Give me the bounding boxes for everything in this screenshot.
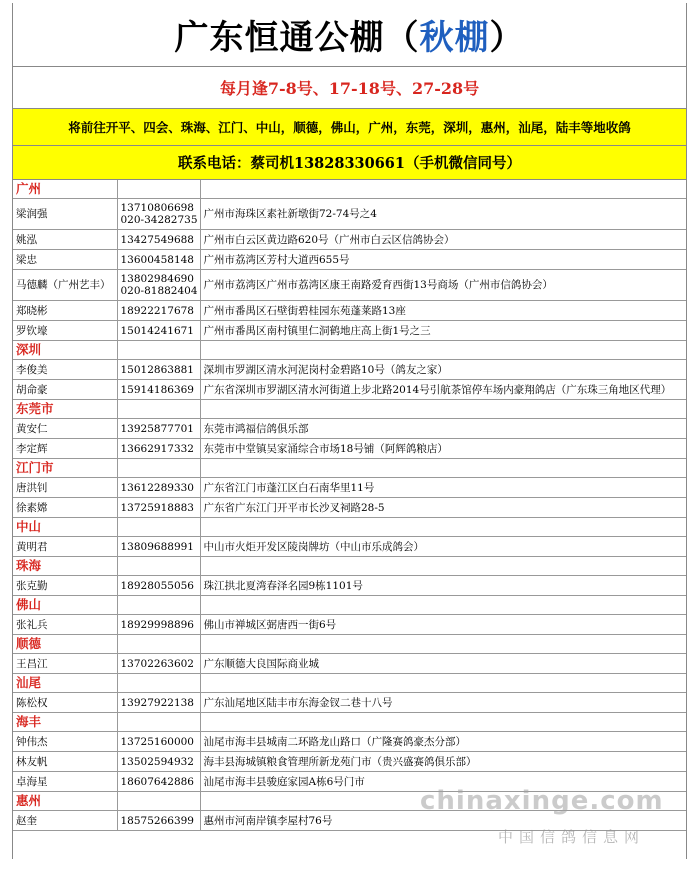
phone-number: 13600458148 <box>120 253 194 266</box>
phone-number: 18929998896 <box>120 618 194 631</box>
phone-number: 18607642886 <box>120 775 194 788</box>
region-label: 江门市 <box>13 459 117 478</box>
region-row <box>13 400 686 419</box>
contact-phone-cell <box>117 615 200 635</box>
table-row <box>13 498 686 518</box>
contact-phone-cell <box>117 270 200 301</box>
table-row <box>13 732 686 752</box>
region-row <box>13 459 686 478</box>
contact-address: 东莞市中堂镇吴家涌综合市场18号铺（阿辉鸽粮店） <box>200 439 686 459</box>
region-row <box>13 674 686 693</box>
contact-name: 梁忠 <box>13 250 117 270</box>
contact-address: 深圳市罗湖区清水河泥岗村金碧路10号（鸽友之家） <box>200 360 686 380</box>
contact-address: 广东省深圳市罗湖区清水河街道上步北路2014号引航茶馆停车场内豪翔鸽店（广东珠三角地区代理） <box>200 380 686 400</box>
phone-number: 13925877701 <box>120 422 194 435</box>
contact-phone-cell <box>117 380 200 400</box>
table-row <box>13 615 686 635</box>
region-label: 中山 <box>13 518 117 537</box>
contact-address: 汕尾市海丰县城南二环路龙山路口（广隆赛鸽豪杰分部） <box>200 732 686 752</box>
contact-phone-cell <box>117 537 200 557</box>
contact-name: 郑晓彬 <box>13 301 117 321</box>
region-label: 广州 <box>13 180 117 199</box>
contact-phone-cell <box>117 752 200 772</box>
contact-name: 马德麟（广州艺丰） <box>13 270 117 301</box>
contact-phone-cell <box>117 693 200 713</box>
table-row <box>13 419 686 439</box>
contact-name: 张克勤 <box>13 576 117 596</box>
contact-name: 李定辉 <box>13 439 117 459</box>
table-row <box>13 199 686 230</box>
region-row <box>13 596 686 615</box>
region-row <box>13 518 686 537</box>
contact-name: 钟伟杰 <box>13 732 117 752</box>
contact-name: 李俊美 <box>13 360 117 380</box>
region-label: 汕尾 <box>13 674 117 693</box>
contact-address: 广州市荔湾区芳村大道西655号 <box>200 250 686 270</box>
table-row <box>13 693 686 713</box>
phone-number-secondary: 020-81882404 <box>120 285 198 297</box>
contact-address: 珠江拱北夏湾春泽名园9栋1101号 <box>200 576 686 596</box>
table-row <box>13 301 686 321</box>
region-label: 顺德 <box>13 635 117 654</box>
table-row <box>13 537 686 557</box>
phone-number: 13702263602 <box>120 657 194 670</box>
contact-name: 姚泓 <box>13 230 117 250</box>
phone-number: 18575266399 <box>120 814 194 827</box>
table-row <box>13 576 686 596</box>
region-row <box>13 557 686 576</box>
contact-name: 黄明君 <box>13 537 117 557</box>
contact-address: 广东省广东江门开平市长沙叉祠路28-5 <box>200 498 686 518</box>
title-highlight: 秋棚 <box>419 18 490 58</box>
contact-phone-cell <box>117 478 200 498</box>
contact-address: 广州市海珠区素社新墩街72-74号之4 <box>200 199 686 230</box>
contact-phone-cell <box>117 576 200 596</box>
contact-address: 广东顺德大良国际商业城 <box>200 654 686 674</box>
phone-number: 13710806698 <box>120 202 194 214</box>
region-label: 惠州 <box>13 792 117 811</box>
contact-phone-cell <box>117 654 200 674</box>
collection-dates: 每月逢7-8号、17-18号、27-28号 <box>13 67 686 109</box>
phone-number-secondary: 020-34282735 <box>120 214 198 226</box>
contact-address: 海丰县海城镇粮食管理所新龙苑门市（贵兴盛赛鸽俱乐部） <box>200 752 686 772</box>
contact-phone-cell <box>117 811 200 831</box>
contact-address: 佛山市禅城区弼唐西一街6号 <box>200 615 686 635</box>
phone-number: 13809688991 <box>120 540 194 553</box>
table-row <box>13 654 686 674</box>
contact-address: 广东汕尾地区陆丰市东海金钗二巷十八号 <box>200 693 686 713</box>
watermark-site: 中国信鸽信息网 <box>498 828 646 846</box>
contact-phone: 联系电话：蔡司机13828330661（手机微信同号） <box>13 146 686 180</box>
region-label: 深圳 <box>13 341 117 360</box>
table-row <box>13 439 686 459</box>
region-row <box>13 713 686 732</box>
contact-address: 中山市火炬开发区陵岗牌坊（中山市乐成鸽会） <box>200 537 686 557</box>
phone-number: 13427549688 <box>120 233 194 246</box>
region-row <box>13 341 686 360</box>
phone-number: 18922217678 <box>120 304 194 317</box>
contact-phone-cell <box>117 498 200 518</box>
contact-name: 陈松权 <box>13 693 117 713</box>
contact-phone-cell <box>117 230 200 250</box>
contact-name: 张礼兵 <box>13 615 117 635</box>
contacts-table <box>13 180 686 831</box>
contact-address: 广州市荔湾区广州市荔湾区康王南路爱育西街13号商场（广州市信鸽协会） <box>200 270 686 301</box>
table-row <box>13 380 686 400</box>
contact-name: 卓海星 <box>13 772 117 792</box>
region-row <box>13 180 686 199</box>
contact-phone-cell <box>117 199 200 230</box>
phone-number: 15014241671 <box>120 324 194 337</box>
contact-name: 罗钦壕 <box>13 321 117 341</box>
phone-number: 13725918883 <box>120 501 194 514</box>
phone-number: 15914186369 <box>120 383 194 396</box>
phone-number: 13927922138 <box>120 696 194 709</box>
contact-phone-cell <box>117 301 200 321</box>
contact-name: 黄安仁 <box>13 419 117 439</box>
contact-name: 王昌江 <box>13 654 117 674</box>
region-label: 海丰 <box>13 713 117 732</box>
region-label: 佛山 <box>13 596 117 615</box>
region-label: 珠海 <box>13 557 117 576</box>
region-row <box>13 635 686 654</box>
table-row <box>13 321 686 341</box>
phone-number: 18928055056 <box>120 579 194 592</box>
contact-phone-cell <box>117 360 200 380</box>
phone-number: 13725160000 <box>120 735 194 748</box>
phone-number: 15012863881 <box>120 363 194 376</box>
collection-route: 将前往开平、四会、珠海、江门、中山，顺德，佛山，广州，东莞，深圳，惠州，汕尾，陆丰等地收鸽 <box>13 109 686 146</box>
contact-address: 惠州市河南岸镇李屋村76号 <box>200 811 686 831</box>
contact-name: 徐素嫦 <box>13 498 117 518</box>
contact-phone-cell <box>117 250 200 270</box>
phone-number: 13802984690 <box>120 273 194 285</box>
contact-name: 梁润强 <box>13 199 117 230</box>
watermark-url: chinaxinge.com <box>420 786 664 816</box>
table-row <box>13 752 686 772</box>
contact-address: 广东省江门市蓬江区白石南华里11号 <box>200 478 686 498</box>
table-row <box>13 270 686 301</box>
contact-name: 林友帆 <box>13 752 117 772</box>
page-title: 广东恒通公棚（ 秋棚 ） <box>13 3 686 67</box>
contact-name: 唐洪钊 <box>13 478 117 498</box>
contact-address: 广州市白云区黄边路620号（广州市白云区信鸽协会） <box>200 230 686 250</box>
contact-address: 东莞市鸿福信鸽俱乐部 <box>200 419 686 439</box>
contact-name: 胡命豪 <box>13 380 117 400</box>
contact-address: 广州市番禺区南村镇里仁洞鹤地庄高上街1号之三 <box>200 321 686 341</box>
contact-address: 汕尾市海丰县骏庭家园A栋6号门市 <box>200 772 686 792</box>
contact-sheet <box>12 3 687 859</box>
contact-phone-cell <box>117 439 200 459</box>
phone-number: 13502594932 <box>120 755 194 768</box>
contact-address: 广州市番禺区石壁街碧桂园东苑蓬莱路13座 <box>200 301 686 321</box>
contact-phone-cell <box>117 772 200 792</box>
table-row <box>13 230 686 250</box>
contact-phone-cell <box>117 732 200 752</box>
table-row <box>13 360 686 380</box>
contact-phone-cell <box>117 419 200 439</box>
contact-name: 赵奎 <box>13 811 117 831</box>
contact-phone-cell <box>117 321 200 341</box>
phone-number: 13662917332 <box>120 442 194 455</box>
region-label: 东莞市 <box>13 400 117 419</box>
table-row <box>13 478 686 498</box>
phone-number: 13612289330 <box>120 481 194 494</box>
table-row <box>13 250 686 270</box>
